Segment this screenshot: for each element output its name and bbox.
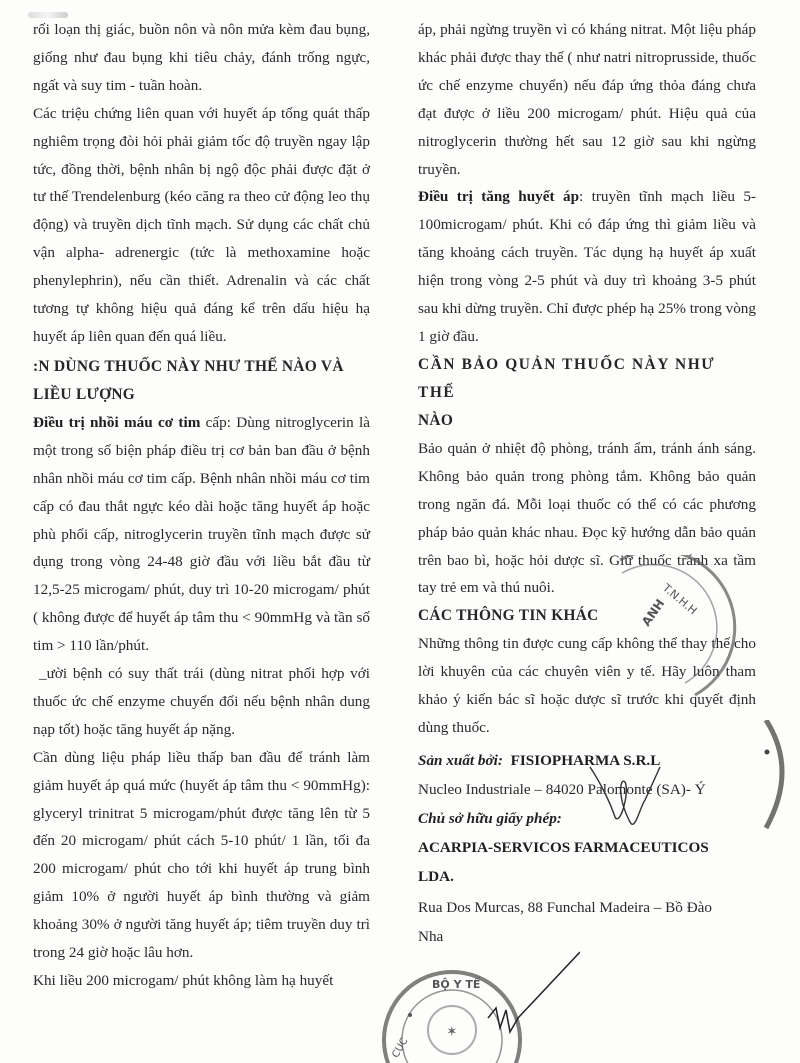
license-holder-label: Chủ sở hữu giấy phép: (418, 809, 562, 827)
hypertension-treatment-label: Điều trị tăng huyết áp (418, 188, 580, 206)
storage-heading-line2: NÀO (418, 411, 454, 429)
license-holder-name-line1: ACARPIA-SERVICOS FARMACEUTICOS (418, 838, 709, 856)
resistance-paragraph-start: Khi liều 200 microgam/ phút không làm hạ huyết (33, 972, 334, 989)
overdose-symptoms-paragraph: rối loạn thị giác, buồn nôn và nôn mửa kèm đau bụng, giống như đau bụng khi tiêu chảy, đánh trống ngực, ngất và suy tim - tuần hoàn. (33, 21, 370, 94)
license-holder-address-line2: Nha (418, 927, 444, 945)
edge-stamp-icon (758, 720, 800, 830)
manufacturer-label: Sản xuất bởi: (418, 751, 503, 769)
svg-text:✶: ✶ (446, 1025, 458, 1040)
manufacturer-address: Nucleo Industriale – 84020 Palomonte (SA)- Ý (418, 780, 706, 798)
left-column (33, 16, 370, 995)
manufacturer-line (418, 746, 756, 775)
ministry-of-health-stamp-icon (380, 940, 580, 1063)
mi-treatment-text: cấp: Dùng nitroglycerin là một trong số biện pháp điều trị cơ bản ban đầu ở bệnh nhân nhồi máu cơ tim cấp. Bệnh nhân nhồi máu cơ tim cấp có đau thắt ngực kéo dài hoặc tăng huyết áp hoặc phù phổi cấp, nitroglycerin truyền tĩnh mạch được sử dụng trong vòng 24-48 giờ đầu với liều bắt đầu từ 12,5-25 microgam/ phút, duy trì 10-20 microgam/ phút ( không được để huyết áp tâm thu < 90mmHg và tần số tim > 110 lần/phút. (33, 413, 370, 655)
hypertension-treatment-paragraph (418, 183, 756, 350)
svg-text:T.N.H.H: T.N.H.H (660, 581, 700, 618)
svg-text:ANH: ANH (638, 596, 668, 629)
hypertension-treatment-text: : truyền tĩnh mạch liều 5-100microgam/ phút. Khi có đáp ứng thì giảm liều và tăng khoảng cách truyền. Tác dụng hạ huyết áp xuất hiện trong vòng 2-5 phút và duy trì khoảng 3-5 phút sau khi dừng truyền. Chỉ được phép hạ 25% trong vòng 1 giờ đầu. (418, 188, 756, 345)
license-holder-label-line (418, 804, 756, 833)
mi-treatment-label: Điều trị nhồi máu cơ tim (33, 413, 201, 431)
right-column (418, 16, 756, 951)
hypotension-treatment-paragraph: Các triệu chứng liên quan với huyết áp tổng quát thấp nghiêm trọng đòi hỏi phải giảm tốc độ truyền ngay lập tức, đồng thời, bệnh nhân bị ngộ độc phải được đặt ở tư thế Trendelenburg (kéo căng ra theo cử động leo thụ động) và truyền dịch tĩnh mạch. Sử dụng các chất chủ vận alpha- adrenergic (tức là methoxamine hoặc phenylephrin), nếu cần thiết. Adrenalin và các chất tương tự không hiệu quả đáng kể trên dấu hiệu hạ huyết áp liên quan đến quá liều. (33, 104, 370, 345)
storage-paragraph: Bảo quản ở nhiệt độ phòng, tránh ẩm, tránh ánh sáng. Không bảo quản trong phòng tắm. Không bảo quản trong ngăn đá. Mỗi loại thuốc có thể có các phương pháp bảo quản khác nhau. Đọc kỹ hướng dẫn bảo quản trên bao bì, hoặc hỏi dược sĩ. Giữ thuốc tránh xa tầm tay trẻ em và thú nuôi. (418, 439, 756, 597)
nitrate-resistance-paragraph: áp, phải ngừng truyền vì có kháng nitrat. Một liệu pháp khác phải được thay thế ( như natri nitroprusside, thuốc ức chế enzyme chuyển) nếu đáp ứng thỏa đáng chưa đạt được ở liều 200 microgam/ phút. Hiệu quả của nitroglycerin thường hết sau 12 giờ sau khi ngừng truyền. (418, 21, 756, 178)
svg-text:BỘ Y TẾ: BỘ Y TẾ (432, 978, 481, 991)
license-holder-address-line1: Rua Dos Murcas, 88 Funchal Madeira – Bồ Đào (418, 898, 712, 916)
heart-failure-paragraph: _ười bệnh có suy thất trái (dùng nitrat phối hợp với thuốc ức chế enzyme chuyển đổi nếu bệnh nhân dung nạp tốt) hoặc tăng huyết áp nặng. (33, 665, 370, 738)
other-info-heading: CÁC THÔNG TIN KHÁC (418, 607, 599, 625)
other-info-paragraph: Những thông tin được cung cấp không thể thay thế cho lời khuyên của các chuyên viên y tế. Hãy luôn tham khảo ý kiến bác sĩ hoặc dược sĩ trước khi quyết định dùng thuốc. (418, 635, 756, 737)
manufacturer-name: FISIOPHARMA S.R.L (510, 751, 661, 769)
low-dose-paragraph: Cần dùng liệu pháp liều thấp ban đầu để tránh làm giảm huyết áp quá mức (huyết áp tâm thu < 90mmHg): glyceryl trinitrat 5 microgam/phút được tăng lên từ 5 đến 20 microgam/ phút cách 5-10 phút/ 1 lần, tối đa 200 microgam/ phút cho tới khi huyết áp trung bình giảm 10% ở người huyết áp bình thường và giảm khoảng 30% ở người tăng huyết áp; tiêm truyền duy trì trong 24 giờ hoặc lâu hơn. (33, 748, 370, 962)
license-holder-name-line2: LDA. (418, 867, 454, 885)
dosage-heading-line1: :N DÙNG THUỐC NÀY NHƯ THẾ NÀO VÀ (33, 357, 344, 375)
storage-heading-line1: CẦN BẢO QUẢN THUỐC NÀY NHƯ THẾ (418, 355, 716, 401)
mi-treatment-paragraph (33, 409, 370, 660)
svg-text:CỤC: CỤC (390, 1036, 411, 1060)
dosage-heading-line2: LIỀU LƯỢNG (33, 385, 136, 403)
